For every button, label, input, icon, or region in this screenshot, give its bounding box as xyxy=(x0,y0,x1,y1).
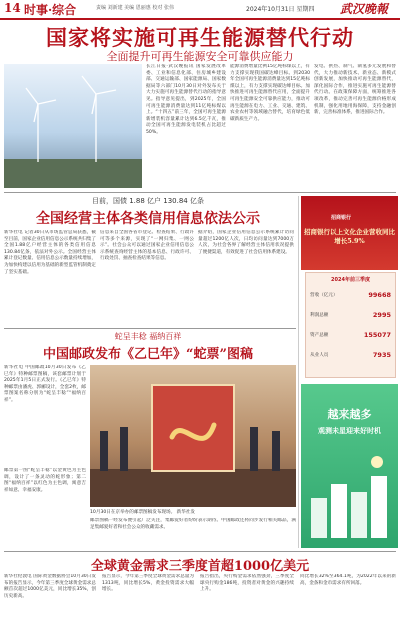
stamp-photo-caption: 10月30日在京举办的邮票图稿发布现场。 新华社发 xyxy=(90,510,196,515)
sidebar xyxy=(301,196,398,548)
green-advertisement xyxy=(301,384,398,548)
stamp-body-col-1: 新华社电 中国邮政10月30日发布《乙巳年》特种邮票图稿，该套邮票计划于2025年1月5日正式发行。《乙巳年》特种邮票由潘虎、郭郦设计，全套2枚，邮票图案名称分别为“蛇呈丰稔”“福纳百祥”。 xyxy=(4,365,86,403)
section-number: 14 xyxy=(4,1,21,15)
stamp-body-col-3: 邮票图稿一经发布便引起广泛关注，集邮爱好者纷纷表示期待。中国邮政还将同步发行相关邮品，满足集邮爱好者和社会公众的收藏需求。 xyxy=(90,518,296,530)
stats-row xyxy=(310,351,391,363)
stats-row xyxy=(310,311,391,323)
lead-body-col-3: 发电、供热、制气、制氢多元发展和替代，大力推动新技术、新业态、新模式创新发展，加快推动可再生能源替代，深化国际合作，推进实施可再生能源替代行动。在政策保障方面，统筹推进各项改革，推动完善可再生能源价格形成机制，强化用地用海保障，支持金融创新，完善标准体系，推进国际合作。 xyxy=(314,64,396,116)
stats-panel-title: 2024年前三季度 xyxy=(331,277,370,283)
ad-headline-line-1: 越来越多 xyxy=(327,408,372,421)
bank-promo-band xyxy=(301,196,398,270)
stats-panel xyxy=(305,272,396,378)
wind-turbine-photo xyxy=(4,64,142,188)
issue-date: 2024年10月31日 星期四 xyxy=(246,6,315,13)
column-divider xyxy=(298,196,299,548)
bond-body-col-3: 据介绍，国家企业信用信息公示系统累计访问量超过1200亿人次，日均访问量达到7000万人次，为社会各界了解经营主体信用状况提供了便捷渠道，有效促进了社会信用体系建设。 xyxy=(198,230,294,255)
bond-body-col-1: 新华社电 记者30日从市场监管总局获悉，截至目前，国家企业信用信息公示系统共归集了全国1.88亿户经营主体的各类信用信息130.84亿条，依法对外公示。全国经营主体累计登记数量、信用信息公示数量持续增加，为加快构建以信用为基础的新型监管机制奠定了坚实基础。 xyxy=(4,230,96,275)
page-header xyxy=(0,0,400,20)
gold-body-col-1: 新华社伦敦电 国际黄金数据协会10月30日发布的报告显示，今年第三季度全球黄金需求总额首次超过1000亿美元，同比增长35%，创历史新高。 xyxy=(4,574,96,599)
gold-body-col-4: 同比增长32%至364.1吨，为2022年以来的新高，金条和金币需求有所回落。 xyxy=(300,574,396,586)
stats-value: 155077 xyxy=(363,331,391,339)
section-divider xyxy=(4,551,396,552)
ad-headline-line-2: 观测未星迎来好时机 xyxy=(318,426,381,435)
bond-kicker: 目前，国债 1.88 亿户 130.84 亿条 xyxy=(92,197,204,205)
bank-logo-text: 招商银行 xyxy=(331,215,352,221)
gold-body-col-2: 报告显示，今年第三季度全球黄金需求总量为1313吨，同比增长5%，黄金投资需求大幅增长。 xyxy=(102,574,194,593)
ad-illustration xyxy=(301,448,398,548)
stats-row xyxy=(310,291,391,303)
lead-subheadline: 全面提升可再生能源安全可靠供应能力 xyxy=(106,50,294,63)
newspaper-logo xyxy=(340,0,398,16)
bond-body-col-2: 信息来自全国各省市登记、检查结果、行政许可等多个来源，实现了“一网归集、一网公示”。社会公众可以通过国家企业信用信息公示系统查询经营主体的基本信息、行政许可、行政处罚、抽查检查结果等信息。 xyxy=(100,230,194,262)
stats-row xyxy=(310,331,391,343)
lead-body-col-2: 能源消费增量比例15亿吨标煤以上，有力支撑实现我国碳达峰目标。到2030年全国可再生能源消费量达到15亿吨标煤以上，有力支撑实现碳达峰目标。加快推进可再生能源替代应用，全面提升可再生能源安全可靠供应能力，推动可再生能源在电力、工业、交通、建筑、农业农村等领域融合替代，培育绿色低碳新质生产力。 xyxy=(230,64,310,122)
gold-body-col-3: 报告指出，央行购金需求依然强劲，三季度全球央行购金186吨，投资者对黄金的兴趣持续上升。 xyxy=(200,574,294,593)
stamp-launch-photo xyxy=(90,365,296,507)
lead-body-col-1: 长江日报·武汉晚报讯 国家发展改革委、工业和信息化部、住房城乡建设部、交通运输部、国家能源局、国家数据局等六部门10月30日对外发布关于大力实施可再生能源替代行动的指导意见。指导意见提出，到2025年，全国可再生能源消费量达到11亿吨标煤以上。“十四五”前三年，全国可再生能源新增装机容量累计达到6.5亿千瓦，推动全国可再生能源发电装机占比超过50%。 xyxy=(146,64,226,135)
stats-label: 资产总额 xyxy=(310,333,329,338)
section-name: 时事·综合 xyxy=(24,3,77,17)
svg-text:武汉晚報: 武汉晚報 xyxy=(340,2,389,16)
stamp-kicker: 蛇呈丰稔 福纳百祥 xyxy=(114,332,182,341)
lead-headline: 国家将实施可再生能源替代行动 xyxy=(46,25,354,50)
bank-promo-title: 招商银行以上文化企业营收同比增长5.9% xyxy=(304,228,395,245)
gold-headline: 全球黄金需求三季度首超1000亿美元 xyxy=(90,559,310,574)
section-divider xyxy=(4,328,296,329)
staff-line: 责编 刘新建 美编 恩丽惠 校对 张伟 xyxy=(96,5,174,11)
stamp-headline: 中国邮政发布《乙巳年》“蛇票”图稿 xyxy=(43,347,253,362)
stats-label: 从业人员 xyxy=(310,353,329,358)
stats-label: 利润总额 xyxy=(310,313,329,318)
stamp-body-col-2: 邮票第一图“蛇呈丰稔”以金黄色为主色调，设计了一条灵动的蛇形象；第二图“福纳百祥”以红色为主色调，寓意吉祥如意、幸福安康。 xyxy=(4,468,86,493)
stats-value: 7935 xyxy=(372,351,391,359)
stats-value: 99668 xyxy=(368,291,391,299)
stats-label: 营收（亿元） xyxy=(310,293,338,298)
stats-value: 2995 xyxy=(372,311,391,319)
bond-headline: 全国经营主体各类信用信息依法公示 xyxy=(36,211,260,227)
section-divider xyxy=(4,192,396,193)
